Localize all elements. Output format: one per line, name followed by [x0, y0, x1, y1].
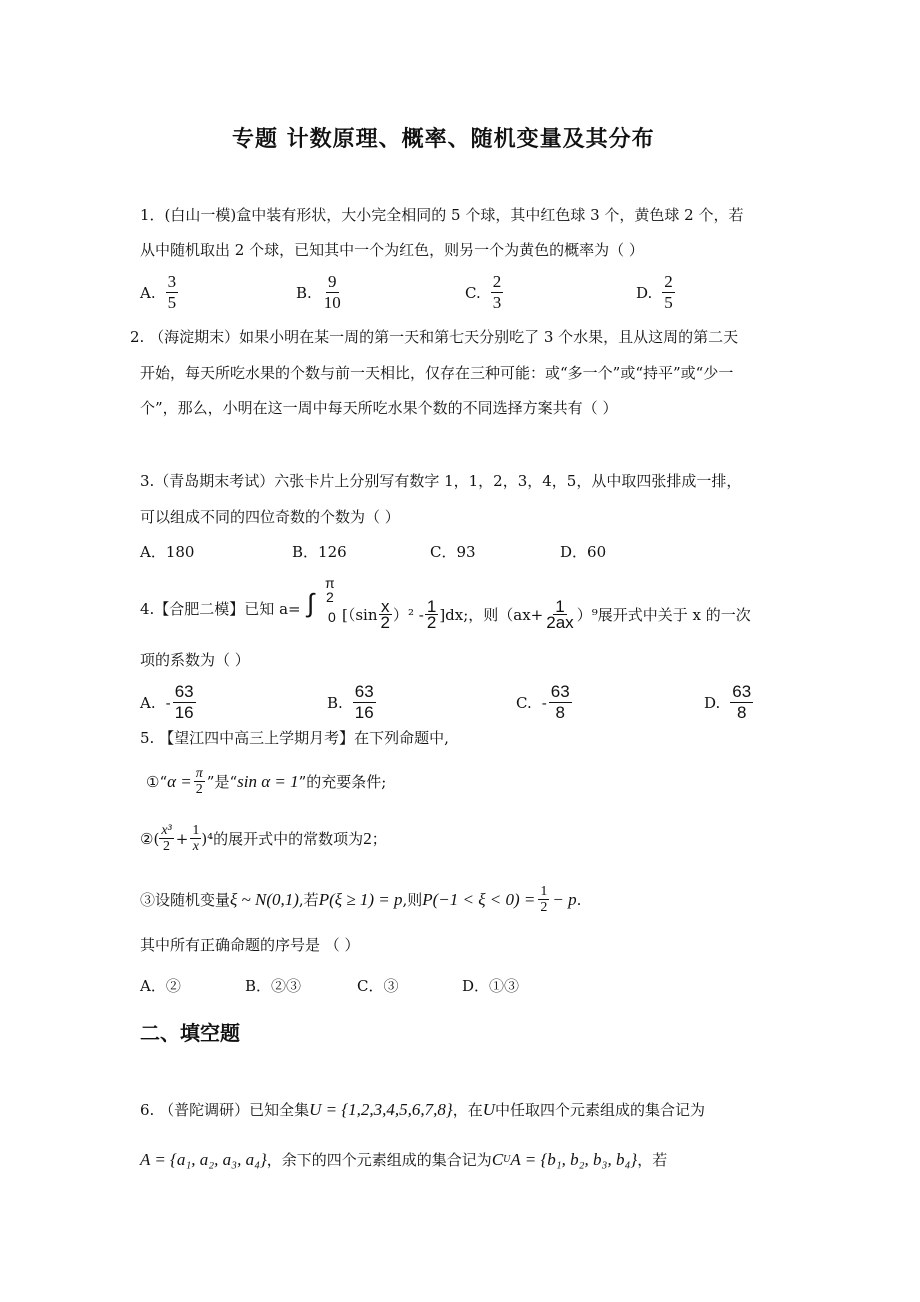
q6-line2: A = {a₁, a₂, a₃, a₄} ，余下的四个元素组成的集合记为 C U A = {b₁, b₂, b₃, b₄} ，若	[140, 1150, 668, 1169]
q1-option-d: D. $\frac{2}{5}$	[636, 272, 673, 312]
q5-proposition-3: ③设随机变量 ξ ~ N(0,1) ,若 P(ξ ≥ 1) = p ,则 P(−1 < ξ < 0) = $\frac{1}{2}$ − p .	[140, 884, 582, 915]
q4-option-b: B. $\frac{63}{16}$	[327, 682, 374, 722]
q4-line2: 项的系数为（ ）	[140, 651, 250, 669]
q4-option-a: A. - $\frac{63}{16}$	[140, 682, 194, 722]
q5-option-a: A．②	[140, 977, 181, 995]
q2-line1: 2. （海淀期末）如果小明在某一周的第一天和第七天分别吃了 3 个水果，且从这周的第二天	[130, 328, 739, 346]
q3-option-c: C．93	[430, 543, 476, 561]
q2-line3: 个”，那么，小明在这一周中每天所吃水果个数的不同选择方案共有（ ）	[140, 399, 618, 417]
q1-option-c: C. $\frac{2}{3}$	[465, 272, 502, 312]
q3-line1: 3.（青岛期末考试）六张卡片上分别写有数字 1，1，2，3，4，5，从中取四张排成一排，	[140, 472, 742, 490]
q5-option-b: B．②③	[245, 977, 302, 995]
q4-option-d: D. $\frac{63}{8}$	[704, 682, 752, 722]
section-heading: 二、填空题	[140, 1021, 240, 1045]
q1-line2: 从中随机取出 2 个球，已知其中一个为红色，则另一个为黄色的概率为（ ）	[140, 241, 644, 259]
q3-option-b: B．126	[292, 543, 347, 561]
q5-line1: 5. 【望江四中高三上学期月考】在下列命题中,	[140, 729, 449, 747]
q1-option-b: B. $\frac{9}{10}$	[296, 272, 341, 312]
q4-integrand: [（sin $\frac{x}{2}$ ）² - $\frac{1}{2}$ ]dx;，则（ax+ $\frac{1}{2ax}$ ）⁹展开式中关于 x 的一次	[342, 597, 751, 632]
page-title: 专题 计数原理、概率、随机变量及其分布	[232, 126, 655, 152]
q3-line2: 可以组成不同的四位奇数的个数为（ ）	[140, 508, 400, 526]
integral-lower-limit: 0	[328, 609, 336, 625]
q5-proposition-2: ②( $\frac{\text{x³}}{2}$ + $\frac{1}{x}$ )⁴的展开式中的常数项为 2 ；	[140, 823, 387, 854]
q3-option-d: D．60	[560, 543, 607, 561]
q3-option-a: A．180	[140, 543, 195, 561]
q2-line2: 开始，每天所吃水果的个数与前一天相比，仅存在三种可能：或“多一个”或“持平”或“少一	[140, 364, 734, 382]
q1-line1: 1．(白山一模)盒中装有形状，大小完全相同的 5 个球，其中红色球 3 个，黄色球 2 个，若	[140, 206, 744, 224]
q5-question-end: 其中所有正确命题的序号是 （ ）	[140, 936, 360, 954]
integral-sign: ∫	[307, 588, 315, 618]
q5-proposition-1: ①“ α = $\frac{\pi}{2}$ ”是“ sin α = 1 ”的充要条件;	[146, 766, 387, 797]
q5-option-d: D．①③	[462, 977, 520, 995]
integral-upper-limit: π 2	[325, 575, 335, 605]
q5-option-c: C．③	[357, 977, 399, 995]
q6-line1: 6. （普陀调研）已知全集 U = {1,2,3,4,5,6,7,8} ，在 U 中任取四个元素组成的集合记为	[140, 1100, 706, 1119]
q4-prefix: 4.【合肥二模】已知 a=	[140, 600, 301, 618]
q4-option-c: C. - $\frac{63}{8}$	[516, 682, 570, 722]
q1-option-a: A. $\frac{3}{5}$	[140, 272, 177, 312]
